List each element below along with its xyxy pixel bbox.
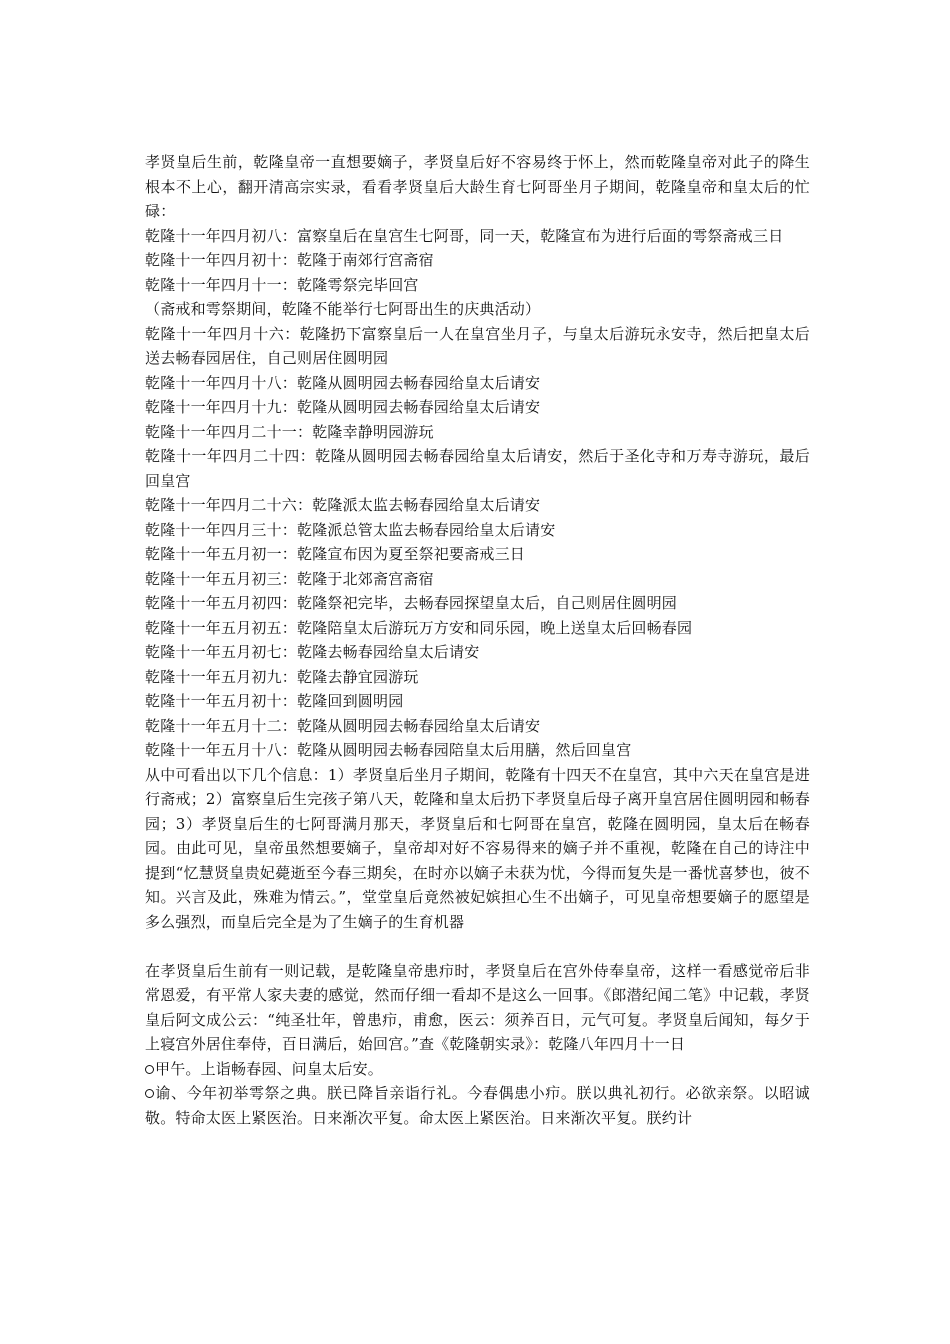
timeline-entry: 乾隆十一年五月初九：乾隆去静宜园游玩: [145, 667, 419, 686]
paragraph-spacer: [145, 934, 810, 959]
timeline-entry: 乾隆十一年四月十六：乾隆扔下富察皇后一人在皇宫坐月子，与皇太后游玩永安寺，然后把皇太后送去畅春园居住，自己则居住圆明园: [145, 324, 810, 367]
timeline-entry: 乾隆十一年四月二十四：乾隆从圆明园去畅春园给皇太后请安，然后于圣化寺和万寿寺游玩，最后回皇宫: [145, 447, 810, 490]
timeline-entry: 乾隆十一年四月十九：乾隆从圆明园去畅春园给皇太后请安: [145, 398, 541, 416]
timeline-entry: 乾隆十一年五月初五：乾隆陪皇太后游玩万方安和同乐园，晚上送皇太后回畅春园: [145, 618, 693, 637]
timeline-entry: 乾隆十一年四月初十：乾隆于南郊行宫斋宿: [145, 251, 434, 269]
circle-bullet-icon: [145, 1089, 154, 1098]
timeline-entry: 乾隆十一年四月十一：乾隆雩祭完毕回宫: [145, 275, 419, 294]
timeline-entry: 乾隆十一年五月初七：乾隆去畅春园给皇太后请安: [145, 643, 480, 661]
timeline-note: （斋戒和雩祭期间，乾隆不能举行七阿哥出生的庆典活动）: [145, 300, 541, 318]
timeline-entry: 乾隆十一年五月初十：乾隆回到圆明园: [145, 692, 404, 710]
timeline-entry: 乾隆十一年五月初四：乾隆祭祀完毕，去畅春园探望皇太后，自己则居住圆明园: [145, 594, 678, 612]
timeline-entry: 乾隆十一年四月二十一：乾隆幸静明园游玩: [145, 422, 434, 441]
timeline-entry: 乾隆十一年五月十二：乾隆从圆明园去畅春园给皇太后请安: [145, 716, 541, 735]
bullet-text: 甲午。上诣畅春园、问皇太后安。: [155, 1059, 384, 1078]
document-body: [145, 150, 810, 1130]
bullet-text: 谕、今年初举雩祭之典。朕已降旨亲诣行礼。今春偶患小疖。朕以典礼初行。必欲亲祭。以昭诚敬。特命太医上紧医治。日来渐次平复。命太医上紧医治。日来渐次平复。朕约计: [145, 1084, 810, 1127]
timeline-entry: 乾隆十一年四月十八：乾隆从圆明园去畅春园给皇太后请安: [145, 373, 541, 392]
timeline-entry: 乾隆十一年四月初八：富察皇后在皇宫生七阿哥，同一天，乾隆宣布为进行后面的雩祭斋戒三日: [145, 226, 784, 245]
bullet-item: [145, 1081, 810, 1130]
second-paragraph: 在孝贤皇后生前有一则记载，是乾隆皇帝患疖时，孝贤皇后在宫外侍奉皇帝，这样一看感觉帝后非常恩爱，有平常人家夫妻的感觉，然而仔细一看却不是这么一回事。《郎潜纪闻二笔》中记载，孝贤皇后阿文成公云：“纯圣壮年，曾患疖，甫愈，医云：须养百日，元气可复。孝贤皇后闻知，每夕于上寝宫外居住奉侍，百日满后，始回宫。”查《乾隆朝实录》：乾隆八年四月十一日: [145, 961, 810, 1053]
circle-bullet-icon: [145, 1065, 154, 1074]
timeline-entry: 乾隆十一年五月十八：乾隆从圆明园去畅春园陪皇太后用膳，然后回皇宫: [145, 741, 632, 759]
intro-paragraph: 孝贤皇后生前，乾隆皇帝一直想要嫡子，孝贤皇后好不容易终于怀上，然而乾隆皇帝对此子的降生根本不上心，翻开清高宗实录，看看孝贤皇后大龄生育七阿哥坐月子期间，乾隆皇帝和皇太后的忙碌：: [145, 153, 810, 220]
timeline-entry: 乾隆十一年五月初三：乾隆于北郊斋宫斋宿: [145, 569, 434, 588]
timeline-entry: 乾隆十一年四月三十：乾隆派总管太监去畅春园给皇太后请安: [145, 520, 556, 539]
timeline-list: [145, 224, 810, 763]
summary-paragraph: 从中可看出以下几个信息：1）孝贤皇后坐月子期间，乾隆有十四天不在皇宫，其中六天在皇宫是进行斋戒；2）富察皇后生完孩子第八天，乾隆和皇太后扔下孝贤皇后母子离开皇宫居住圆明园和畅春园；3）孝贤皇后生的七阿哥满月那天，孝贤皇后和七阿哥在皇宫，乾隆在圆明园，皇太后在畅春园。由此可见，皇帝虽然想要嫡子，皇帝却对好不容易得来的嫡子并不重视，乾隆在自己的诗注中提到“忆慧贤皇贵妃薨逝至今春三期矣，在时亦以嫡子未获为忧，今得而复失是一番忧喜梦也，彼不知。兴言及此，殊难为情云。”，堂堂皇后竟然被妃嫔担心生不出嫡子，可见皇帝想要嫡子的愿望是多么强烈，而皇后完全是为了生嫡子的生育机器: [145, 765, 810, 931]
bullet-item: [145, 1057, 810, 1082]
timeline-entry: 乾隆十一年四月二十六：乾隆派太监去畅春园给皇太后请安: [145, 496, 541, 514]
timeline-entry: 乾隆十一年五月初一：乾隆宣布因为夏至祭祀要斋戒三日: [145, 545, 526, 563]
